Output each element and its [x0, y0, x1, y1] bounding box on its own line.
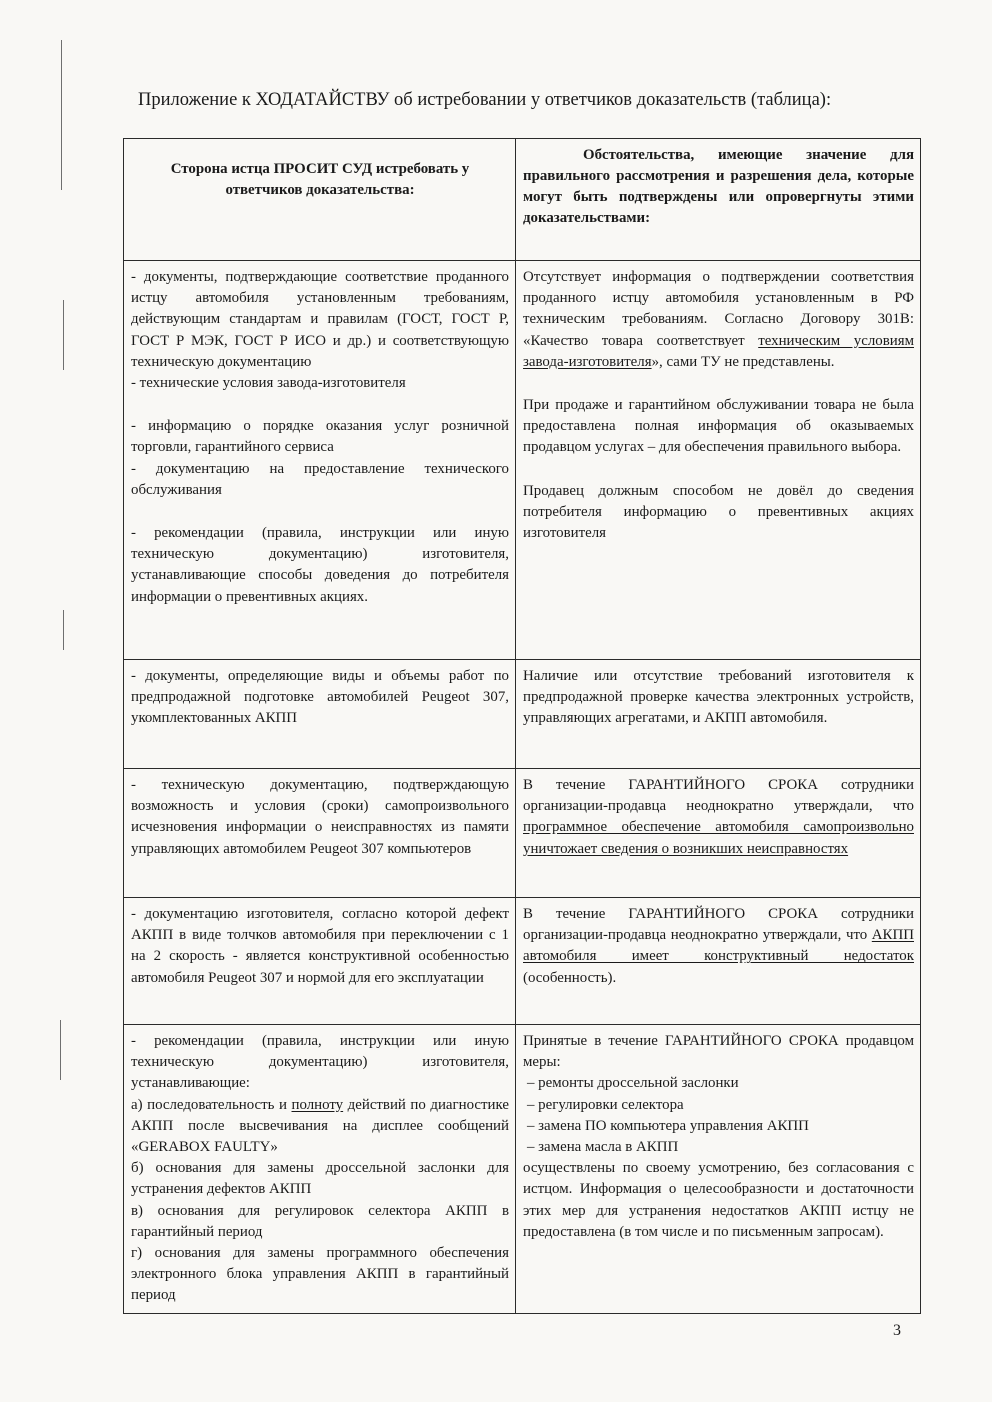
- row1-evidence-recommendations: - рекомендации (правила, инструкции или иную техническую документацию) изготовителя, устанавливающие способы доведения до потребителя информации о превентивных акциях.: [131, 525, 509, 605]
- scan-mark-left-3: [63, 610, 64, 650]
- row2-circumstance-cell: Наличие или отсутствие требований изготовителя к предпродажной проверке качества электронных устройств, управляющих агрегатами, и АКПП автомобиля.: [516, 660, 921, 769]
- col2-header: [516, 139, 921, 261]
- row5-circumstance-outro: осуществлены по своему усмотрению, без согласования с истцом. Информация о целесообразности и достаточности этих мер для устранения недостатков АКПП истцу не предоставлена (в том числе и по письменным запросам).: [523, 1160, 914, 1240]
- row2-evidence-cell: - документы, определяющие виды и объемы работ по предпродажной подготовке автомобилей Peugeot 307, укомплектованных АКПП: [124, 660, 516, 769]
- measure-item: – ремонты дроссельной заслонки: [527, 1075, 739, 1092]
- table-header-row: [124, 139, 921, 261]
- row5-evidence-item-v: в) основания для регулировок селектора АКПП в гарантийный период: [131, 1202, 509, 1240]
- row3-evidence-cell: - техническую документацию, подтверждающую возможность и условия (сроки) самопроизвольного исчезновения информации о неисправностях из памяти управляющих автомобилем Peugeot 307 компьютеров: [124, 769, 516, 898]
- row1-evidence-tech-conditions: - технические условия завода-изготовителя: [131, 375, 406, 392]
- row1-circumstance-conformity: Отсутствует информация о подтверждении соответствия проданного истцу автомобиля установленным в РФ техническим требованиям. Согласно Договору 301В: «Качество товара соответствует техническим условиям завода-изготовителя», сами ТУ не представлены.: [523, 269, 914, 370]
- row5-evidence-item-b: б) основания для замены дроссельной заслонки для устранения дефектов АКПП: [131, 1160, 509, 1198]
- row5-evidence-intro: - рекомендации (правила, инструкции или иную техническую документацию) изготовителя, устанавливающие:: [131, 1033, 509, 1092]
- row1-evidence-maintenance-docs: - документацию на предоставление технического обслуживания: [131, 460, 509, 498]
- row1-evidence-cell: [124, 261, 516, 660]
- row1-circumstance-service-info: При продаже и гарантийном обслуживании товара не была предоставлена полная информация об оказываемых продавцом услугах – для обеспечения правильного выбора.: [523, 397, 914, 456]
- underlined-phrase: АКПП автомобиля имеет конструктивный недостаток: [523, 927, 914, 965]
- col2-header-text: Обстоятельства, имеющие значение для правильного рассмотрения и разрешения дела, которые могут быть подтверждены или опровергнуты этими доказательствами:: [523, 147, 914, 226]
- table-row-3: [124, 769, 921, 898]
- table-row-2: [124, 660, 921, 769]
- page-number: 3: [893, 1322, 901, 1339]
- col1-header: Сторона истца ПРОСИТ СУД истребовать у ответчиков доказательства:: [124, 139, 516, 261]
- table-row-5: [124, 1025, 921, 1314]
- row3-circumstance-cell: В течение ГАРАНТИЙНОГО СРОКА сотрудники организации-продавца неоднократно утверждали, что программное обеспечение автомобиля самопроизвольно уничтожает сведения о возникших неисправностях: [516, 769, 921, 898]
- measure-item: – замена масла в АКПП: [527, 1139, 679, 1156]
- row5-circumstance-cell: [516, 1025, 921, 1314]
- scan-mark-left-1: [61, 40, 62, 190]
- underlined-phrase: программное обеспечение автомобиля самопроизвольно уничтожает сведения о возникших неисправностях: [523, 819, 914, 857]
- row5-evidence-cell: [124, 1025, 516, 1314]
- row4-circumstance-cell: В течение ГАРАНТИЙНОГО СРОКА сотрудники организации-продавца неоднократно утверждали, что АКПП автомобиля имеет конструктивный недостаток (особенность).: [516, 898, 921, 1025]
- row4-evidence-cell: - документацию изготовителя, согласно которой дефект АКПП в виде толчков автомобиля при переключении с 1 на 2 скорость - является конструктивной особенностью автомобиля Peugeot 307 и нормой для его эксплуатации: [124, 898, 516, 1025]
- scan-mark-left-2: [63, 300, 64, 370]
- scan-mark-left-4: [60, 1020, 61, 1080]
- underlined-phrase: полноту: [291, 1096, 344, 1113]
- evidence-table: [123, 138, 921, 1314]
- measure-item: – замена ПО компьютера управления АКПП: [527, 1117, 809, 1134]
- row1-circumstance-preventive: Продавец должным способом не довёл до сведения потребителя информацию о превентивных акциях изготовителя: [523, 482, 914, 542]
- table-row-4: [124, 898, 921, 1025]
- row1-evidence-standards: - документы, подтверждающие соответствие проданного истцу автомобиля установленным требованиям, действующим стандартам и правилам (ГОСТ, ГОСТ Р, ГОСТ Р МЭК, ГОСТ Р ИСО и др.) и соответствующую техническую документацию: [131, 269, 509, 370]
- row5-evidence-item-g: г) основания для замены программного обеспечения электронного блока управления АКПП в гарантийный период: [131, 1245, 509, 1304]
- row1-evidence-retail-info: - информацию о порядке оказания услуг розничной торговли, гарантийного сервиса: [131, 418, 509, 456]
- measure-item: – регулировки селектора: [527, 1096, 684, 1113]
- row5-circumstance-intro: Принятые в течение ГАРАНТИЙНОГО СРОКА продавцом меры:: [523, 1033, 914, 1071]
- table-row-1: [124, 261, 921, 660]
- row1-circumstance-cell: [516, 261, 921, 660]
- page-heading: Приложение к ХОДАТАЙСТВУ об истребовании у ответчиков доказательств (таблица):: [138, 90, 832, 110]
- row5-evidence-item-a: а) последовательность и полноту действий по диагностике АКПП после высвечивания на дисплее сообщений «GERABOX FAULTY»: [131, 1096, 509, 1156]
- underlined-phrase: техническим условиям завода-изготовителя: [523, 332, 914, 370]
